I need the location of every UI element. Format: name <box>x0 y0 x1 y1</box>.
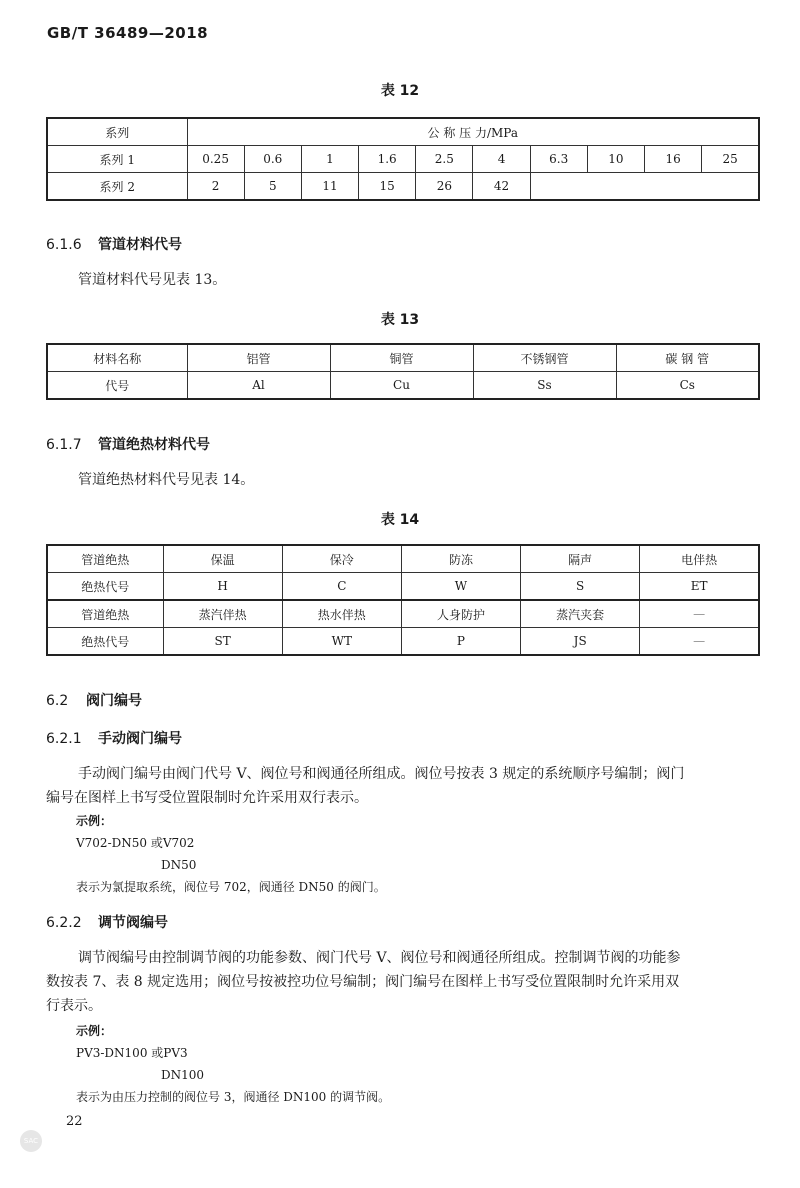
table-cell: 16 <box>645 146 702 173</box>
table-cell: 不锈钢管 <box>473 344 616 372</box>
example-label: 示例： <box>76 814 113 828</box>
table-cell: 15 <box>359 173 416 201</box>
table-cell: W <box>401 573 520 601</box>
table-cell: 5 <box>244 173 301 201</box>
table-cell-empty <box>530 173 759 201</box>
table-14 <box>46 544 760 656</box>
table-cell: 26 <box>416 173 473 201</box>
table-cell: 绝热代号 <box>47 573 163 601</box>
table-cell: Ss <box>473 372 616 400</box>
table-cell: 系列 2 <box>47 173 187 201</box>
table-cell: 电伴热 <box>640 545 759 573</box>
table-cell: 人身防护 <box>401 600 520 628</box>
section-title: 管道材料代号 <box>98 237 182 253</box>
example-line: 表示为由压力控制的阀位号 3，阀通径 DN100 的调节阀。 <box>76 1090 391 1104</box>
section-heading-6-2 <box>46 690 142 710</box>
paragraph: 管道绝热材料代号见表 14。 <box>78 472 255 488</box>
table-cell: 11 <box>301 173 358 201</box>
paragraph-line: 数按表 7、表 8 规定选用；阀位号按被控功位号编制；阀门编号在图样上书写受位置限制时允许采用双 <box>46 974 680 990</box>
table-cell: ST <box>163 628 282 656</box>
table-cell: P <box>401 628 520 656</box>
table-row <box>47 372 759 400</box>
table-cell: 材料名称 <box>47 344 187 372</box>
table-cell: ET <box>640 573 759 601</box>
section-title: 阀门编号 <box>86 693 142 709</box>
table-cell: 1 <box>301 146 358 173</box>
section-title: 手动阀门编号 <box>98 731 182 747</box>
section-heading-6-2-2 <box>46 912 168 932</box>
example-label: 示例： <box>76 1024 113 1038</box>
table-cell: 0.25 <box>187 146 244 173</box>
table-cell: — <box>640 628 759 656</box>
table-row <box>47 344 759 372</box>
table-cell: WT <box>282 628 401 656</box>
example-line: PV3-DN100 或PV3 <box>76 1046 188 1060</box>
table-cell: C <box>282 573 401 601</box>
sac-logo-icon: SAC <box>20 1130 42 1152</box>
table-cell: 管道绝热 <box>47 545 163 573</box>
table-cell: JS <box>521 628 640 656</box>
table-cell: 系列 1 <box>47 146 187 173</box>
table-cell: 系列 <box>47 118 187 146</box>
section-number: 6.2.1 <box>46 731 82 747</box>
table-row <box>47 146 759 173</box>
table-cell: 绝热代号 <box>47 628 163 656</box>
example-line: 表示为氯提取系统，阀位号 702，阀通径 DN50 的阀门。 <box>76 880 386 894</box>
table-cell: 10 <box>587 146 644 173</box>
table-cell: 0.6 <box>244 146 301 173</box>
table-cell: 25 <box>702 146 759 173</box>
table-cell: S <box>521 573 640 601</box>
table-cell: 碳 钢 管 <box>616 344 759 372</box>
section-title: 管道绝热材料代号 <box>98 437 210 453</box>
table-cell: 1.6 <box>359 146 416 173</box>
table-cell: 铝管 <box>187 344 330 372</box>
example-line: DN50 <box>161 858 197 872</box>
table-cell: H <box>163 573 282 601</box>
table-13-caption: 表 13 <box>380 312 420 328</box>
page-number: 22 <box>66 1114 83 1129</box>
section-number: 6.1.6 <box>46 237 82 253</box>
table-cell: Al <box>187 372 330 400</box>
table-cell: 6.3 <box>530 146 587 173</box>
table-row <box>47 573 759 601</box>
section-title: 调节阀编号 <box>98 915 168 931</box>
table-row <box>47 118 759 146</box>
example-line: DN100 <box>161 1068 205 1082</box>
table-cell: 防冻 <box>401 545 520 573</box>
table-row <box>47 628 759 656</box>
paragraph: 管道材料代号见表 13。 <box>78 272 227 288</box>
example-line: V702-DN50 或V702 <box>76 836 195 850</box>
table-cell: 4 <box>473 146 530 173</box>
section-number: 6.2.2 <box>46 915 82 931</box>
section-heading-6-2-1 <box>46 728 182 748</box>
table-cell: 蒸汽伴热 <box>163 600 282 628</box>
paragraph-line: 手动阀门编号由阀门代号 V、阀位号和阀通径所组成。阀位号按表 3 规定的系统顺序号编制；阀门 <box>78 766 685 782</box>
table-cell: 代号 <box>47 372 187 400</box>
table-row <box>47 173 759 201</box>
table-cell: 隔声 <box>521 545 640 573</box>
section-number: 6.1.7 <box>46 437 82 453</box>
section-heading-6-1-7 <box>46 434 210 454</box>
table-cell: — <box>640 600 759 628</box>
paragraph-line: 行表示。 <box>46 998 102 1014</box>
paragraph-line: 调节阀编号由控制调节阀的功能参数、阀门代号 V、阀位号和阀通径所组成。控制调节阀的功能参 <box>78 950 681 966</box>
document-header: GB/T 36489—2018 <box>47 24 209 42</box>
table-cell: 2.5 <box>416 146 473 173</box>
table-cell: 公 称 压 力/MPa <box>187 118 759 146</box>
table-cell: 保冷 <box>282 545 401 573</box>
table-row <box>47 600 759 628</box>
table-12-caption: 表 12 <box>380 83 420 99</box>
table-cell: 2 <box>187 173 244 201</box>
table-13 <box>46 343 760 400</box>
table-cell: 保温 <box>163 545 282 573</box>
table-row <box>47 545 759 573</box>
table-cell: Cs <box>616 372 759 400</box>
table-12 <box>46 117 760 201</box>
table-cell: 管道绝热 <box>47 600 163 628</box>
table-cell: 铜管 <box>330 344 473 372</box>
section-number: 6.2 <box>46 693 69 709</box>
table-cell: Cu <box>330 372 473 400</box>
table-cell: 蒸汽夹套 <box>521 600 640 628</box>
table-cell: 42 <box>473 173 530 201</box>
table-cell: 热水伴热 <box>282 600 401 628</box>
paragraph-line: 编号在图样上书写受位置限制时允许采用双行表示。 <box>46 790 368 806</box>
table-14-caption: 表 14 <box>380 512 420 528</box>
section-heading-6-1-6 <box>46 234 182 254</box>
